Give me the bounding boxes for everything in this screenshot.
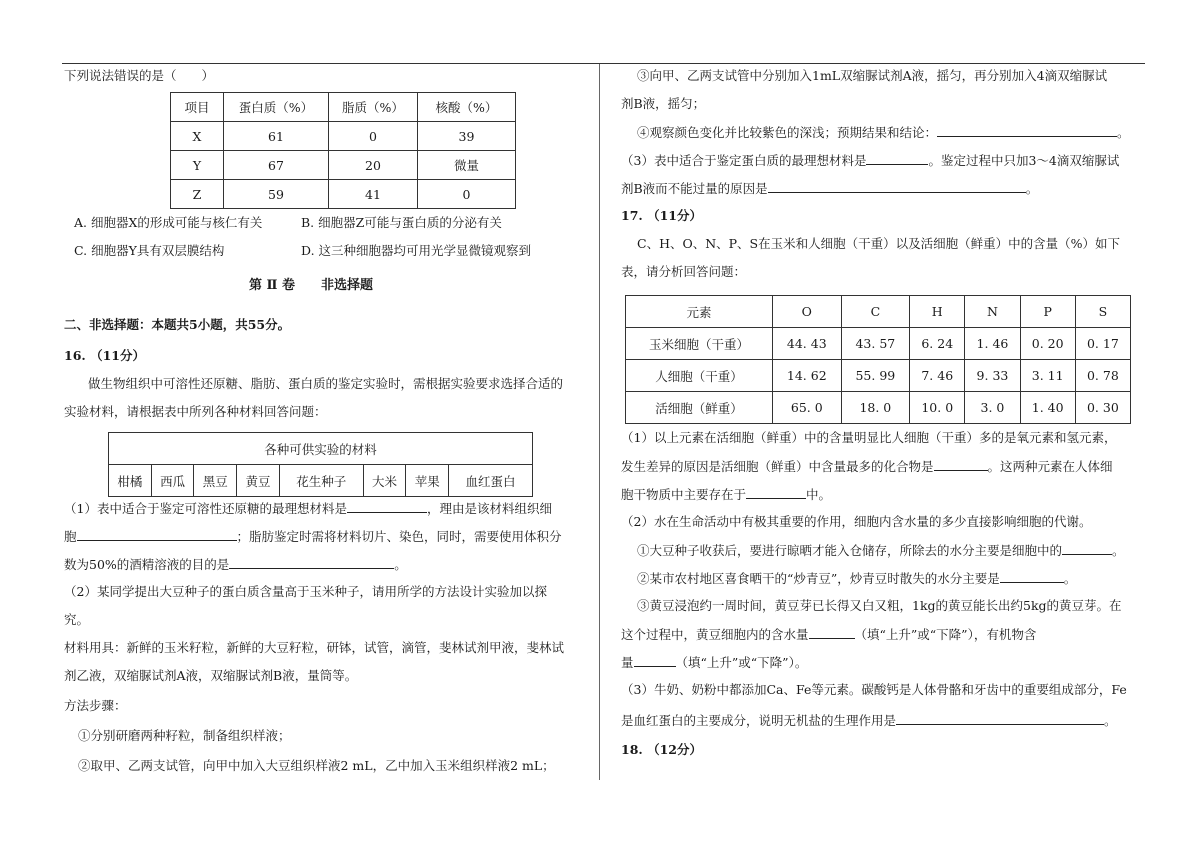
table-cell: 活细胞（鲜重） (626, 392, 773, 424)
option-a: A. 细胞器X的形成可能与核仁有关 (74, 215, 263, 230)
text: 剂B液而不能过量的原因是 (621, 181, 768, 196)
table-cell: H (910, 296, 965, 328)
q17-part3-line1: （3）牛奶、奶粉中都添加Ca、Fe等元素。碳酸钙是人体骨骼和牙齿中的重要组成部分，Fe (621, 682, 1127, 697)
text: 发生差异的原因是活细胞（鲜重）中含量最多的化合物是 (621, 459, 934, 474)
table-cell: Z (171, 180, 224, 209)
table-cell: 0. 20 (1020, 328, 1075, 360)
text: 是血红蛋白的主要成分，说明无机盐的生理作用是 (621, 713, 897, 728)
table-cell: 花生种子 (279, 465, 363, 497)
answer-blank[interactable] (896, 712, 1104, 725)
materials-line2: 剂乙液，双缩脲试剂A液，双缩脲试剂B液，量筒等。 (64, 668, 358, 683)
q16-intro-line2: 实验材料，请根据表中所列各种材料回答问题： (64, 404, 327, 419)
q17-part1-line2 (621, 458, 1113, 475)
table-cell: 0. 78 (1075, 360, 1130, 392)
table-title-cell: 各种可供实验的材料 (109, 433, 533, 465)
table-cell: 39 (418, 122, 516, 151)
q16-part2-line2: 究。 (64, 612, 90, 627)
table-cell: 0 (418, 180, 516, 209)
table-cell: 59 (224, 180, 329, 209)
table-cell: 3. 0 (965, 392, 1020, 424)
option-c: C. 细胞器Y具有双层膜结构 (74, 243, 225, 258)
table-cell: 7. 46 (910, 360, 965, 392)
table-cell: S (1075, 296, 1130, 328)
q16-part3-line1 (621, 152, 1119, 169)
answer-blank[interactable] (809, 626, 855, 639)
table-cell: 黄豆 (237, 465, 280, 497)
table-cell: 项目 (171, 93, 224, 122)
table-cell: 微量 (418, 151, 516, 180)
section-title: 第 Ⅱ 卷 非选择题 (249, 278, 374, 293)
text: 胞 (64, 529, 77, 544)
text: （填“上升”或“下降”），有机物含 (854, 627, 1037, 642)
table-cell: 14. 62 (773, 360, 842, 392)
table-cell: 6. 24 (910, 328, 965, 360)
text: 中。 (806, 487, 832, 502)
q17-part2-item3-line3 (621, 654, 807, 671)
question-16-heading: 16. （11分） (64, 348, 145, 363)
q16-part1-line3 (64, 556, 407, 573)
text: 。 (1025, 181, 1039, 196)
table-cell: X (171, 122, 224, 151)
q17-part2-item2 (637, 570, 1076, 587)
table-cell: O (773, 296, 842, 328)
q17-part2-item1 (637, 542, 1125, 559)
table-cell: 血红蛋白 (449, 465, 533, 497)
q16-intro-line1: 做生物组织中可溶性还原糖、脂肪、蛋白质的鉴定实验时，需根据实验要求选择合适的 (88, 376, 564, 391)
table-cell: C (841, 296, 910, 328)
step-3-line2: 剂B液，摇匀； (621, 96, 706, 111)
answer-blank[interactable] (866, 152, 928, 165)
table-cell: 核酸（%） (418, 93, 516, 122)
option-b: B. 细胞器Z可能与蛋白质的分泌有关 (301, 215, 502, 230)
q17-part2-item3-line1: ③黄豆浸泡约一周时间，黄豆芽已长得又白又粗，1kg的黄豆能长出约5kg的黄豆芽。在 (637, 598, 1122, 613)
table-row (171, 122, 516, 151)
q17-part3-line2 (621, 712, 1117, 729)
table-cell: 65. 0 (773, 392, 842, 424)
q16-part1-line1 (64, 500, 552, 517)
q17-part1-line1: （1）以上元素在活细胞（鲜重）中的含量明显比人细胞（干重）多的是氧元素和氢元素， (621, 430, 1117, 445)
table-cell: 元素 (626, 296, 773, 328)
q17-part2-item3-line2 (621, 626, 1036, 643)
step-4 (637, 124, 1130, 141)
table-row (171, 180, 516, 209)
table-cell: 0. 17 (1075, 328, 1130, 360)
text: ④观察颜色变化并比较紫色的深浅；预期结果和结论： (637, 125, 938, 140)
table-cell: 0. 30 (1075, 392, 1130, 424)
step-1: ①分别研磨两种籽粒，制备组织样液； (78, 728, 291, 743)
text: 胞干物质中主要存在于 (621, 487, 747, 502)
answer-blank[interactable] (77, 528, 237, 541)
table-row (109, 465, 533, 497)
text: 。 (394, 557, 407, 572)
q16-part3-line2 (621, 180, 1038, 197)
answer-blank[interactable] (934, 458, 988, 471)
option-d: D. 这三种细胞器均可用光学显微镜观察到 (301, 243, 532, 258)
answer-blank[interactable] (937, 124, 1117, 137)
answer-blank[interactable] (1062, 542, 1112, 555)
answer-blank[interactable] (634, 654, 676, 667)
table-cell: 玉米细胞（干重） (626, 328, 773, 360)
table-cell: 1. 46 (965, 328, 1020, 360)
answer-blank[interactable] (347, 500, 427, 513)
element-content-table (625, 295, 1131, 424)
organelle-table (170, 92, 516, 209)
materials-table (108, 432, 533, 497)
table-cell: 44. 43 (773, 328, 842, 360)
table-cell: 41 (329, 180, 418, 209)
table-cell: 大米 (363, 465, 406, 497)
table-row (171, 151, 516, 180)
step-3-line1: ③向甲、乙两支试管中分别加入1mL双缩脲试剂A液，摇匀，再分别加入4滴双缩脲试 (637, 68, 1108, 83)
section-subtitle: 二、非选择题：本题共5小题，共55分。 (64, 317, 291, 332)
table-cell: N (965, 296, 1020, 328)
table-cell: 蛋白质（%） (224, 93, 329, 122)
q17-part1-line3 (621, 486, 831, 503)
text: 。这两种元素在人体细 (987, 459, 1113, 474)
answer-blank[interactable] (768, 180, 1026, 193)
table-row (626, 328, 1131, 360)
text: ，理由是该材料组织细 (426, 501, 552, 516)
answer-blank[interactable] (229, 556, 394, 569)
materials-line1: 材料用具：新鲜的玉米籽粒，新鲜的大豆籽粒，研钵，试管，滴管，斐林试剂甲液，斐林试 (64, 640, 565, 655)
q17-intro-line2: 表，请分析回答问题： (621, 264, 747, 279)
table-cell: 61 (224, 122, 329, 151)
text: 数为50%的酒精溶液的目的是 (64, 557, 230, 572)
table-cell: 55. 99 (841, 360, 910, 392)
text: 。 (1063, 571, 1077, 586)
step-2: ②取甲、乙两支试管，向甲中加入大豆组织样液2 mL，乙中加入玉米组织样液2 mL； (78, 758, 555, 773)
text: ②某市农村地区喜食晒干的“炒青豆”，炒青豆时散失的水分主要是 (637, 571, 1000, 586)
text: 。 (1117, 125, 1130, 140)
table-row (626, 392, 1131, 424)
text: 这个过程中，黄豆细胞内的含水量 (621, 627, 809, 642)
table-header-row (171, 93, 516, 122)
text: 。 (1104, 713, 1117, 728)
answer-blank[interactable] (1000, 570, 1064, 583)
table-cell: 10. 0 (910, 392, 965, 424)
q17-intro-line1: C、H、O、N、P、S在玉米和人细胞（干重）以及活细胞（鲜重）中的含量（%）如下 (637, 236, 1121, 251)
text: ①大豆种子收获后，要进行晾晒才能入仓储存，所除去的水分主要是细胞中的 (637, 543, 1063, 558)
question-18-heading: 18. （12分） (621, 742, 702, 757)
table-cell: 20 (329, 151, 418, 180)
table-row (626, 360, 1131, 392)
text: （3）表中适合于鉴定蛋白质的最理想材料是 (621, 153, 867, 168)
table-cell: 18. 0 (841, 392, 910, 424)
text: 量 (621, 655, 634, 670)
q17-part2-intro: （2）水在生命活动中有极其重要的作用，细胞内含水量的多少直接影响细胞的代谢。 (621, 514, 1092, 529)
text: 。 (1112, 543, 1125, 558)
table-cell: 西瓜 (151, 465, 194, 497)
table-cell: 柑橘 (109, 465, 152, 497)
table-cell: 67 (224, 151, 329, 180)
column-divider (599, 64, 600, 780)
table-cell: 43. 57 (841, 328, 910, 360)
table-cell: 1. 40 (1020, 392, 1075, 424)
table-cell: 9. 33 (965, 360, 1020, 392)
table-cell: 脂质（%） (329, 93, 418, 122)
text: （填“上升”或“下降”）。 (675, 655, 808, 670)
table-cell: P (1020, 296, 1075, 328)
method-steps-label: 方法步骤： (64, 698, 127, 713)
text: ；脂肪鉴定时需将材料切片、染色，同时，需要使用体积分 (236, 529, 562, 544)
text: 。鉴定过程中只加3～4滴双缩脲试 (928, 153, 1120, 168)
text: （1）表中适合于鉴定可溶性还原糖的最理想材料是 (64, 501, 347, 516)
table-cell: 人细胞（干重） (626, 360, 773, 392)
table-cell: Y (171, 151, 224, 180)
question-intro: 下列说法错误的是（ ） (64, 68, 215, 83)
page-top-rule (62, 63, 1145, 64)
table-cell: 苹果 (406, 465, 449, 497)
table-cell: 黑豆 (194, 465, 237, 497)
table-header-row (109, 433, 533, 465)
q16-part2-line1: （2）某同学提出大豆种子的蛋白质含量高于玉米种子，请用所学的方法设计实验加以探 (64, 584, 547, 599)
table-cell: 0 (329, 122, 418, 151)
answer-blank[interactable] (746, 486, 806, 499)
question-17-heading: 17. （11分） (621, 208, 702, 223)
table-header-row (626, 296, 1131, 328)
q16-part1-line2 (64, 528, 562, 545)
table-cell: 3. 11 (1020, 360, 1075, 392)
